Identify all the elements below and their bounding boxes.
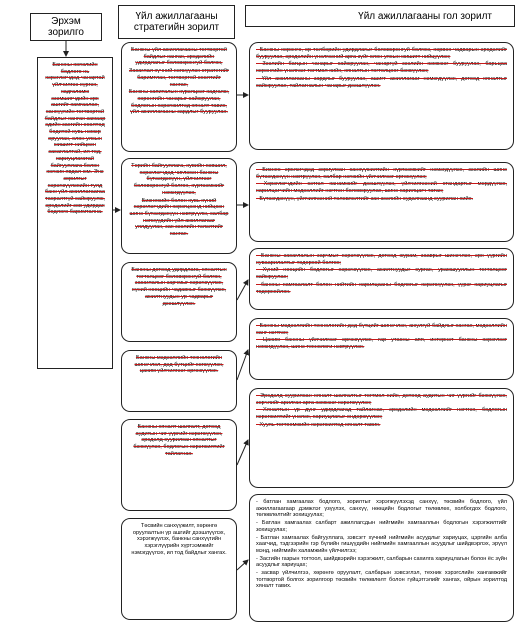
strategic-goal-1-line-1: Банкны үйл ажиллагааны тогтвортой байдлыг хангах, эрсдэлийн удирдлагыг боловсронгуй болгох,	[130, 47, 228, 67]
main-goal-2	[249, 162, 514, 242]
main-goal-4-line-2: - Цахим банкны үйлчилгээг өргөжүүлэх, гар утасны апп, интернэт банкны хэрэглээг нэмэгдүүлэх, шинэ технологи нэвтрүүлэх.	[256, 337, 507, 351]
header-strategic	[118, 5, 235, 39]
main-goal-2-line-2: - Хэрэглэгчдийн сэтгэл ханамжийг дээшлүүлэх, үйлчилгээний стандартыг мөрдүүлэх, харилцагчийн мэдээллийг нэгтгэн боловсруулах, шинэ харилцагч татах;	[256, 181, 507, 195]
main-goal-3-line-1: - Банкны засаглалын зарчмыг хэрэгжүүлэх, дотоод журам, зааврыг шинэчлэх, эрх үүргийн хуваарилалтыг тодорхой болгох;	[256, 253, 507, 266]
mission-text: Банкны хөгжлийн бодлого нь хэрэглэгчдэд чанартай үйлчилгээ хүргэх, хадгаламж эзэмшигчдийн эрх ашгийг хамгаалах, санхүүгийн тогтвортой байдлыг хангах замаар эдийн засгийн өсөлтөд бодитой хувь нэмэр оруулах, олон улсын жишигт нийцсэн засаглалтай, ил тод, хариуцлагатай байгууллага болон хөгжих явдал юм. Энэ зорилгыг хэрэгжүүлэхийн тулд банк үйл ажиллагаагаа тасралтгүй сайжруулж, эрсдэлийг зөв удирдах бодлого баримтална.	[44, 62, 106, 216]
main-goal-5	[249, 388, 514, 488]
strategic-goal-3-line-1: Банкны дотоод удирдлага, хяналтын тогтолцоог боловсронгуй болгох, засаглалын зарчмыг хэрэгжүүлэх, хүний нөөцийн чадавхыг бэхжүүлэх, ажилтнуудын ур чадварыг дээшлүүлэх.	[131, 267, 227, 307]
main-goal-6-line-4: - Засгийн газрын тогтоол, шийдвэрийн хэрэгжилт, салбарын сахилга хариуцлагын болон ёс зүйн асуудлыг хариуцах;	[256, 555, 507, 569]
header-strategic-text: Үйл ажиллагааны стратегийн зорилт	[133, 11, 220, 33]
strategic-goal-1-line-3: Банкны капиталын хүрэлцээг хадгалж, хөрөнгийн чанарыг сайжруулах, бодлогын хэрэгжилтэд хяналт тавих, үйл ажиллагааны зардлыг бууруулах.	[128, 89, 230, 116]
main-goal-6	[249, 494, 514, 622]
main-goal-1-line-2: - Зээлийн багцын чанарыг сайжруулах, чанаргүй зээлийн хэмжээг бууруулах, барьцаа хөрөнгийн үнэлгээг тогтмол хийх, хяналтын тогтолцоог бэхжүүлэх;	[256, 61, 507, 75]
main-goal-5-line-2: - Хяналтын үр дүнг удирдлагад тайлагнах, эрсдэлийн мэдээллийг нэгтгэх, бодлогын хэрэгжилтийг үнэлэх, хариуцлагыг өндөржүүлэх;	[256, 407, 507, 421]
strategic-goal-6-line-1: Төсвийн санхүүжилт, хөрөнгө оруулалтын үр ашгийг дээшлүүлэх, хэрэгжүүлэх, банкны санхүүгийн хэрэглүүрийн хүртээмжийг нэмэгдүүлэх, ил тод байдлыг хангах.	[131, 523, 227, 556]
main-goal-2-line-3: - Бүтээгдэхүүн, үйлчилгээний төлөвлөлтийг зах зээлийн судалгаанд суурилан хийх.	[256, 195, 473, 202]
main-goal-1-line-3: - Үйл ажиллагааны зардлыг бууруулах, ашигт ажиллагааг нэмэгдүүлэх, дотоод хяналтыг сайжруулах, тайлагналын чанарыг дээшлүүлэх.	[256, 75, 507, 89]
strategic-goal-1	[121, 42, 237, 152]
main-goal-3-line-2: - Хүний нөөцийн бодлогыг хэрэгжүүлэх, ажилтнуудыг сургах, урамшууллын тогтолцоог сайжруулах;	[256, 267, 507, 281]
strategic-goal-6	[121, 518, 237, 620]
main-goal-1	[249, 42, 514, 150]
header-goal-text: Эрхэм зорилго	[47, 16, 84, 38]
main-goal-4	[249, 318, 514, 380]
header-goal	[30, 13, 102, 41]
connector-strategic-6	[237, 560, 248, 570]
strategic-goal-4-line-1: Банкны мэдээллийн технологийн шинэчлэл, дэд бүтцийг хөгжүүлэх, цахим үйлчилгээг өргөжүүлэх.	[134, 355, 224, 375]
mission-box	[37, 57, 113, 369]
main-goal-2-line-1: - Бизнес эрхлэгчдэд зориулсан санхүүжилтийн хүртээмжийг нэмэгдүүлэх, зээлийн шинэ бүтээгдэхүүн нэвтрүүлэх, салбар нэгжийн үйлчилгээг өргөжүүлэх;	[256, 167, 507, 180]
main-goal-3	[249, 248, 514, 310]
header-main	[245, 5, 515, 27]
strategic-goal-5-line-1: Банкны хяналт шалгалт, дотоод аудитын чиг үүргийг хэрэгжүүлэх, эрсдэлд суурилсан хяналтыг бэхжүүлэх, бодлогын хэрэгжилтийг тайлагнах.	[133, 424, 225, 457]
strategic-goal-5	[121, 419, 237, 511]
header-main-text: Үйл ажиллагааны гол зорилт	[358, 10, 492, 22]
main-goal-1-line-1: - Банкны хөрөнгө, өр төлбөрийн удирдлагыг боловсронгуй болгож, хөрвөх чадварын эрсдэлийг бууруулах, эрсдэлийн үнэлгээний арга зүйг олон улсын жишигт нийцүүлэх;	[256, 47, 507, 60]
strategic-goal-4	[121, 350, 237, 412]
main-goal-6-line-1: - батлан хамгаалах бодлого, зорилтыг хэрэгжүүлэхэд санхүү, төсвийн бодлого, үйл ажиллагаагаар дэмжлэг үзүүлэх, санхүү, нөөцийн бодлогыг төлөвлөх, холбогдох бодлого, төлөвлөлтийг зохицуулах;	[256, 499, 507, 519]
connector-strategic-5	[237, 440, 248, 465]
main-goal-6-line-2: - Батлан хамгаалах салбарт ажиллагсдын нийгмийн хамгааллын бодлогын хэрэгжилтийг зохицуулах;	[256, 520, 507, 533]
strategic-goal-2-line-2: Бизнесийн болон хувь хүний хэрэглэгчдийн хэрэгцээнд нийцсэн шинэ бүтээгдэхүүн нэвтрүүлж, салбар нэгжүүдийн үйл ажиллагааг уялдуулах, зах зээлийн тэлэлтийг хангах.	[129, 197, 229, 238]
strategic-goal-3	[121, 262, 237, 342]
main-goal-5-line-3: - Хууль тогтоомжийн хэрэгжилтэд хяналт тавих.	[256, 421, 381, 428]
strategic-goal-1-line-2: Засаглал хүчний хөгжүүлэх стратегийг баримтлах, тогтвортой өсөлтийг хангах,	[129, 68, 229, 88]
main-goal-6-line-3: - Батлан хамгаалах байгууллага, зэвсэгт хүчний нийгмийн асуудлыг хариуцах, цэргийн алба хаагчид, тэдгээрийн гэр бүлийн гишүүдийн нийгмийн хамгааллын асуудлыг шийдвэрлэх, эрүүл мэнд, нийгмийн халамжийн үйлчилгээ;	[256, 534, 507, 554]
connector-strategic-3	[237, 280, 248, 300]
main-goal-3-line-3: - банкны хамгаалалт болон нийтийн харилцааны бодлогыг хэрэгжүүлэх, үүрэг хариуцлагыг тодорхойлох.	[256, 281, 507, 295]
main-goal-6-line-5: - засвар үйлчилгээ, хөрөнгө оруулалт, салбарын зэвсэглэл, техник хэрэгслийн хангамжийг тогтвортой болгох зорилгоор төсвийн төлөвлөлт болон гүйцэтгэлийг хангах, ойрын зорилтод хяналт тавих.	[256, 570, 507, 590]
strategic-goal-2-line-1: Төрийн байгууллага, хувийн хэвшил, хэрэглэгчдэд чиглэсэн банкны бүтээгдэхүүн, үйлчилгээг боловсронгуй болгох, хүртээмжийг нэмэгдүүлэх,	[131, 163, 227, 196]
main-goal-5-line-1: - Эрсдэлд суурилсан хяналт шалгалтыг тогтмол хийх, дотоод аудитын чиг үүргийг бэхжүүлэх, зөрчлийг арилгах арга хэмжээг хэрэгжүүлэх;	[256, 393, 507, 406]
strategic-goal-2	[121, 158, 237, 254]
main-goal-4-line-1: - Банкны мэдээллийн технологийн дэд бүтцийг шинэчлэх, аюулгүй байдлыг хангах, мэдээллийн санг нэгтгэх;	[256, 323, 507, 336]
connector-strategic-4	[237, 350, 248, 380]
